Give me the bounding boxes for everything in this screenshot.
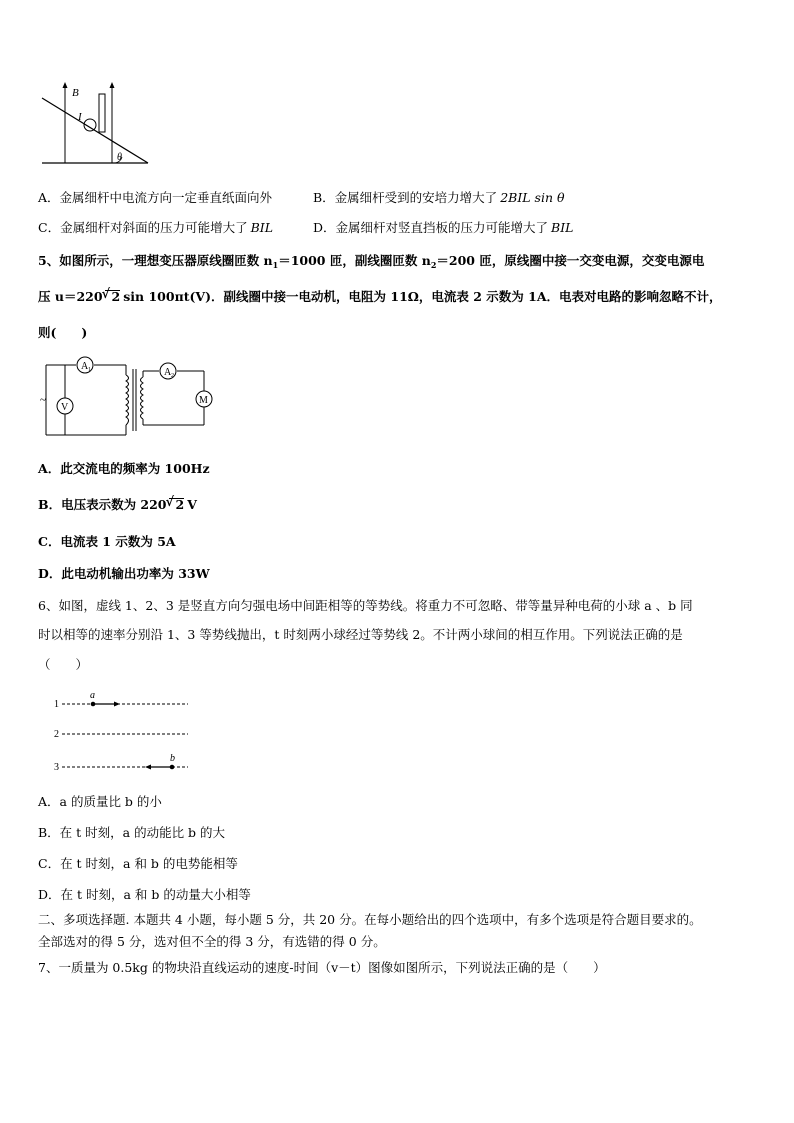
q6-line-3: （ ）: [38, 657, 89, 672]
svg-text:M: M: [199, 395, 208, 406]
q6-line-2: 时以相等的速率分别沿 1、3 等势线抛出，t 时刻两小球经过等势线 2。不计两小球间的相互作用。下列说法正确的是: [38, 627, 683, 642]
line-label-3: 3: [54, 762, 59, 773]
q6-line-1: 6、如图，虚线 1、2、3 是竖直方向匀强电场中间距相等的等势线。将重力不可忽略、带等量异种电荷的小球 a 、b 同: [38, 598, 693, 613]
transformer-circuit: [36, 355, 218, 439]
svg-text:2: 2: [171, 373, 174, 379]
ball-a-label: a: [90, 690, 95, 701]
q5-option-d: D．此电动机输出功率为 33W: [38, 566, 210, 581]
q6-option-c: C．在 t 时刻，a 和 b 的电势能相等: [38, 856, 238, 871]
ac-source-icon: ~: [40, 394, 46, 406]
q6-option-b: B．在 t 时刻，a 的动能比 b 的大: [38, 825, 226, 840]
ball-b-label: b: [170, 753, 175, 764]
line-label-2: 2: [54, 729, 59, 740]
q5-option-a: A．此交流电的频率为 100Hz: [38, 461, 210, 476]
q4-option-d: D．金属细杆对竖直挡板的压力可能增大了 BIL: [313, 220, 574, 235]
q5-option-b: B．电压表示数为 220√ 2 V: [38, 495, 197, 513]
svg-text:V: V: [61, 402, 69, 413]
equipotential-figure: [50, 686, 190, 774]
label-I: I: [78, 111, 82, 123]
q5-line-3: 则( ): [38, 325, 88, 340]
svg-text:A: A: [81, 361, 89, 372]
q6-option-a: A．a 的质量比 b 的小: [38, 794, 162, 809]
q6-option-d: D．在 t 时刻，a 和 b 的动量大小相等: [38, 887, 251, 902]
incline-figure: [38, 80, 156, 168]
section-2-instructions-2: 全部选对的得 5 分，选对但不全的得 3 分，有选错的得 0 分。: [38, 934, 386, 949]
q4-option-b: B．金属细杆受到的安培力增大了 2BIL sin θ: [313, 190, 565, 205]
svg-text:1: 1: [88, 367, 91, 373]
label-theta: θ: [117, 152, 122, 163]
label-B: B: [72, 87, 79, 99]
svg-text:A: A: [164, 367, 172, 378]
line-label-1: 1: [54, 699, 59, 710]
section-2-instructions-1: 二、多项选择题. 本题共 4 小题，每小题 5 分，共 20 分。在每小题给出的四个选项中，有多个选项是符合题目要求的。: [38, 912, 702, 927]
q5-option-c: C．电流表 1 示数为 5A: [38, 534, 176, 549]
q5-line-2: 压 u＝220√ 2 sin 100πt(V)．副线圈中接一电动机，电阻为 11Ω，电流表 2 示数为 1A．电表对电路的影响忽略不计，: [38, 287, 722, 305]
q4-option-c: C．金属细杆对斜面的压力可能增大了 BIL: [38, 220, 274, 235]
q5-line-1: 5、如图所示，一理想变压器原线圈匝数 $n_1=1000$ 匝，副线圈匝数 $n_2=200$ 匝，原线圈中接一交变电源，交变电源电: [38, 253, 705, 270]
q7-line-1: 7、一质量为 0.5kg 的物块沿直线运动的速度-时间（v－t）图像如图所示，下列说法正确的是（ ）: [38, 960, 606, 975]
q4-option-a: A．金属细杆中电流方向一定垂直纸面向外: [38, 190, 273, 205]
